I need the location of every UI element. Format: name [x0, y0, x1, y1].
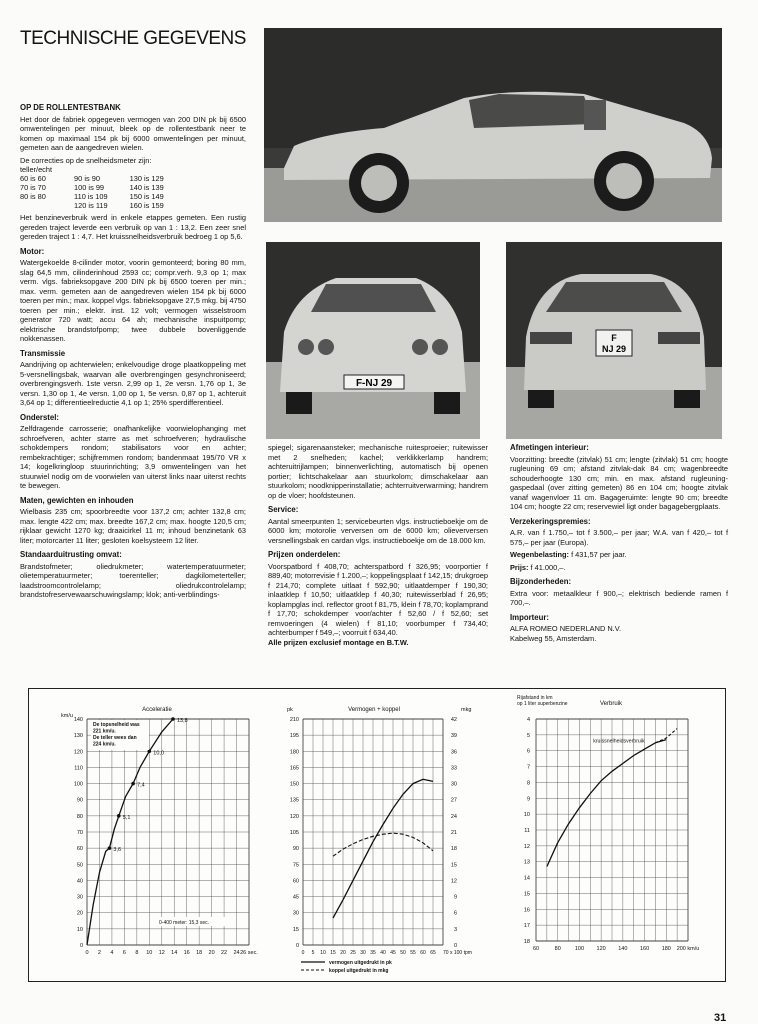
paragraph-fuel: Het benzineverbruik werd in enkele etappes gemeten. Een rustig gereden traject leverde een verbruik op van 1 : 13,2. Een zeer snel gereden traject 1 : 4,7. Het kruissnelheidsverbruik bedroeg 1 op 5,6. [20, 213, 246, 241]
importeur-address: Kabelweg 55, Amsterdam. [510, 633, 597, 643]
acceleration-y-tick-label: 130 [73, 733, 83, 740]
torque-y-tick-label: 30 [450, 781, 457, 788]
power-y-tick-label: 0 [295, 943, 299, 949]
torque-y-tick-label: 24 [450, 813, 457, 820]
table-cell: 120 is 119 [74, 201, 108, 210]
consumption-curve [547, 740, 666, 867]
acceleration-y-axis-label: km/u [61, 713, 73, 719]
torque-y-tick-label: 3 [453, 926, 457, 933]
power-torque-x-tick-label: 60 [420, 950, 426, 956]
power-y-tick-label: 120 [289, 813, 299, 820]
text-column-left [20, 98, 246, 603]
car-side-photo [264, 28, 722, 222]
section-heading-transmissie: Transmissie [20, 348, 66, 358]
power-y-tick-label: 105 [289, 830, 299, 836]
torque-y-tick-label: 36 [450, 749, 457, 756]
power-torque-x-tick-label: 35 [370, 950, 376, 956]
acceleration-x-tick-label: 16 [183, 950, 190, 956]
speedometer-correction-table [20, 165, 186, 210]
torque-y-tick-label: 9 [453, 894, 457, 901]
consumption-y-tick-label: 18 [523, 939, 530, 945]
table-cell: 140 is 139 [129, 183, 164, 192]
acceleration-x-tick-label: 26 sec. [240, 950, 258, 956]
section-heading-maten: Maten, gewichten en inhouden [20, 495, 134, 505]
power-torque-x-tick-label: 70 x 100 tpm [443, 950, 472, 956]
consumption-y-tick-label: 7 [526, 764, 530, 771]
acceleration-y-tick-label: 70 [76, 830, 83, 836]
consumption-x-tick-label: 60 [532, 946, 540, 952]
acceleration-data-point [117, 814, 121, 818]
paragraph-bijzonderheden: Extra voor: metaalkleur f 900,–; elektrisch bediende ramen f 700,–. [510, 588, 728, 607]
section-heading-rollentestbank: OP DE ROLLENTESTBANK [20, 103, 121, 112]
acceleration-point-label: 7,4 [137, 782, 145, 789]
acceleration-y-tick-label: 100 [73, 781, 83, 788]
consumption-x-tick-label: 160 [639, 946, 650, 952]
consumption-y-tick-label: 15 [523, 891, 530, 898]
car-front-photo [266, 242, 480, 439]
section-heading-service: Service: [268, 505, 299, 514]
acceleration-x-tick-label: 4 [110, 950, 114, 956]
acceleration-x-tick-label: 20 [208, 950, 215, 956]
table-cell: 90 is 90 [74, 174, 100, 183]
consumption-x-tick-label: 180 [661, 946, 671, 952]
acceleration-note: 0-400 meter: 15,3 sec. [159, 920, 210, 926]
charts-svg [29, 689, 725, 981]
power-torque-x-tick-label: 55 [410, 950, 416, 956]
power-y-tick-label: 30 [292, 910, 299, 917]
power-torque-chart-title: Vermogen + koppel [348, 707, 400, 713]
torque-y-tick-label: 21 [450, 830, 457, 836]
consumption-y-tick-label: 13 [523, 859, 530, 866]
paragraph-verzekering: A.R. van f 1.750,– tot f 3.500,– per jaar; W.A. van f 420,– tot f 575,– per jaar (Europa). [510, 528, 728, 547]
acceleration-x-tick-label: 0 [85, 950, 89, 956]
consumption-x-tick-label: 80 [554, 946, 561, 952]
power-y-tick-label: 45 [292, 894, 299, 901]
consumption-y-tick-label: 12 [523, 843, 530, 850]
torque-y-tick-label: 39 [450, 733, 457, 740]
section-heading-motor: Motor: [20, 246, 45, 256]
table-row [20, 165, 186, 174]
front-license-plate: F-NJ 29 [355, 378, 393, 389]
power-torque-x-tick-label: 30 [360, 950, 366, 956]
power-torque-x-tick-label: 45 [390, 950, 396, 956]
section-heading-verzekering: Verzekeringspremies: [510, 516, 591, 526]
paragraph-maten: Wielbasis 235 cm; spoorbreedte voor 137,2 cm; achter 132,8 cm; max. lengte 422 cm; max. breedte 167,2 cm; max. hoogte 120,5 cm; rijklaar gewicht 1270 kg; draaicirkel 11 m; inhoud benzinetank 63 liter; motorcarter 11 liter; gesloten koelsysteem 12 liter. [20, 507, 246, 545]
consumption-x-tick-label: 100 [574, 946, 585, 952]
table-cell: teller/echt [20, 165, 53, 174]
table-cell [20, 201, 74, 210]
paragraph-corrections-intro: De correcties op de snelheidsmeter zijn: [20, 155, 152, 165]
car-rear-photo [506, 242, 722, 439]
section-heading-bijzonderheden: Bijzonderheden: [510, 577, 572, 586]
torque-y-tick-label: 27 [450, 797, 457, 804]
power-torque-x-tick-label: 20 [340, 950, 346, 956]
consumption-x-tick-label: 140 [618, 946, 628, 952]
acceleration-x-tick-label: 22 [221, 950, 228, 956]
acceleration-data-point [131, 782, 135, 786]
consumption-y-axis-label-line1: Rijafstand in km [517, 695, 553, 701]
consumption-chart-title: Verbruik [599, 701, 623, 707]
prijs-line [510, 563, 728, 573]
consumption-y-axis-label-line2: op 1 liter superbenzine [517, 701, 568, 707]
acceleration-x-tick-label: 10 [146, 950, 153, 956]
torque-legend-label: koppel uitgedrukt in mkg [329, 968, 389, 974]
acceleration-x-tick-label: 2 [97, 950, 101, 956]
torque-y-tick-label: 6 [453, 910, 457, 917]
section-heading-afmetingen: Afmetingen interieur: [510, 443, 589, 452]
acceleration-data-point [171, 717, 175, 721]
prijs-value: f 41.000,–. [530, 562, 566, 572]
torque-y-tick-label: 0 [453, 943, 457, 949]
acceleration-y-tick-label: 110 [74, 765, 83, 772]
acceleration-y-tick-label: 120 [73, 749, 83, 756]
power-torque-x-tick-label: 10 [320, 950, 326, 956]
table-row [20, 201, 186, 210]
paragraph-afmetingen: Voorzitting: breedte (zitvlak) 51 cm; lengte (zitvlak) 51 cm; hoogte rugleuning 69 cm; afstand zitvlak-dak 84 cm; wagenbreedte schouderhoogte 130 cm; min. en max. afstand rugleuning-gaspedaal (over zitting gemeten) 86 en 104 cm; hoogte zitvlak vanaf wagenvloer 11 cm. Bagageruimte: lengte 90 cm; breedte 104 cm; hoogte 22 cm; reservewiel ligt onder bagagebergplaats. [510, 454, 728, 511]
note-btw: Alle prijzen exclusief montage en B.T.W. [268, 637, 409, 647]
table-row [20, 192, 186, 201]
power-y-tick-label: 180 [289, 749, 299, 756]
prijs-label: Prijs: [510, 562, 529, 572]
page-title: TECHNISCHE GEGEVENS [20, 28, 246, 49]
acceleration-y-tick-label: 10 [76, 926, 83, 933]
acceleration-annotation-text: De teller wees dan [93, 735, 137, 741]
table-row [20, 183, 186, 192]
power-y-tick-label: 165 [289, 765, 299, 772]
power-y-tick-label: 195 [289, 733, 299, 740]
rear-license-plate-line1: F [611, 333, 617, 343]
acceleration-y-tick-label: 60 [76, 846, 83, 853]
consumption-y-tick-label: 6 [526, 748, 530, 755]
torque-y-tick-label: 33 [450, 765, 457, 772]
consumption-y-tick-label: 10 [523, 812, 530, 819]
acceleration-x-tick-label: 6 [122, 950, 126, 956]
power-torque-left-axis-label: pk [287, 707, 293, 713]
charts-panel [28, 688, 726, 982]
acceleration-y-tick-label: 20 [76, 910, 83, 917]
power-y-tick-label: 135 [289, 797, 299, 804]
section-heading-onderstel: Onderstel: [20, 412, 59, 422]
acceleration-x-tick-label: 18 [196, 950, 203, 956]
paragraph-prijzen-onderdelen: Voorspatbord f 408,70; achterspatbord f 326,95; voorportier f 889,40; motorrevisie f 1.200,–; koppelingsplaat f 142,15; drukgroep f 214,70; complete uitlaat f 592,90; uitlaatdemper f 190,30; inlaatklep f 10,50; uitlaatklep f 40,30; ruitewisserblad f 26,95; koplampglas incl. reflector groot f 81,75, klein f 78,70; koplamprand f 17,70; schokdemper voor/achter f 52,60 / f 52,60; set remvoeringen (4 wielen) f 81,10; voorbumper f 734,40; achterbumper f 549,–; voorruit f 634,40. [268, 561, 488, 637]
acceleration-point-label: 3,6 [113, 847, 122, 854]
consumption-x-tick-label: 120 [596, 946, 606, 952]
consumption-annotation: kruissnelheidsverbruik [593, 738, 645, 745]
paragraph-service: Aantal smeerpunten 1; servicebeurten vlgs. instructieboekje om de 6000 km; motorolie verversen om de 6000 km; olieverversen versnellingsbak en cardan vlgs. instructieboekje om de 18.000 km. [268, 516, 488, 545]
page-number: 31 [714, 1012, 727, 1024]
acceleration-y-tick-label: 30 [76, 894, 83, 901]
power-legend-label: vermogen uitgedrukt in pk [329, 960, 392, 966]
consumption-y-tick-label: 9 [526, 796, 530, 803]
acceleration-annotation-text: De topsnelheid was [93, 722, 140, 728]
table-cell: 160 is 159 [129, 201, 164, 210]
power-torque-right-axis-label: mkg [461, 707, 472, 713]
acceleration-x-tick-label: 12 [158, 950, 165, 956]
section-heading-standaarduitrusting: Standaarduitrusting omvat: [20, 550, 122, 559]
power-y-tick-label: 90 [292, 846, 299, 853]
paragraph-motor: Watergekoelde 8-cilinder motor, voorin gemonteerd; boring 80 mm, slag 64,5 mm, cilinderinhoud 2593 cc; compr.verh. 9,3 op 1; max verm. vlgs. fabrieksopgave 200 DIN pk bij 6500 toeren per min.; max. verm. gemeten aan de aangedreven wielen 154 pk bij 6000 toeren per min.; max. koppel vlgs. fabrieksopgave 27,5 mkg. bij 4750 toeren per min.; elektr. inst. 12 volt; vermogen wisselstroom generator 720 watt; accu 64 ah; mechanische inspuitpomp; elektrische brandstofpomp; twee dubbele bovenliggende nokkenassen. [20, 258, 246, 343]
power-torque-x-tick-label: 5 [311, 950, 315, 956]
consumption-x-tick-label: 200 km/u [676, 946, 700, 952]
acceleration-point-label: 10,0 [153, 750, 165, 757]
section-heading-prijzen-onderdelen: Prijzen onderdelen: [268, 550, 341, 559]
table-row [20, 174, 186, 183]
acceleration-y-tick-label: 90 [76, 797, 83, 804]
power-y-tick-label: 60 [292, 878, 299, 885]
acceleration-x-tick-label: 14 [171, 950, 178, 956]
torque-y-tick-label: 15 [450, 862, 457, 869]
consumption-y-tick-label: 4 [526, 717, 530, 723]
table-cell: 110 is 109 [74, 192, 108, 201]
power-y-tick-label: 75 [292, 862, 299, 869]
rear-license-plate-line2: NJ 29 [601, 344, 627, 354]
table-cell: 130 is 129 [129, 174, 164, 183]
consumption-y-tick-label: 16 [523, 907, 530, 914]
paragraph-standaarduitrusting: Brandstofmeter; oliedrukmeter; watertemperatuurmeter; olietemperatuurmeter; toerenteller; dagkilometerteller; laadstroomcontrolelamp; oliedrukcontrolelamp; brandstofreservewaarschuwingslamp; klok; anti-verblindings- [20, 561, 246, 599]
acceleration-y-tick-label: 80 [76, 813, 83, 820]
power-torque-x-tick-label: 40 [380, 950, 386, 956]
torque-y-tick-label: 18 [450, 846, 457, 853]
torque-y-tick-label: 42 [450, 717, 457, 723]
acceleration-chart-title: Acceleratie [142, 707, 172, 713]
power-torque-x-tick-label: 15 [330, 950, 336, 956]
acceleration-annotation-text: 221 km/u. [93, 728, 116, 735]
acceleration-y-tick-label: 140 [73, 717, 83, 723]
acceleration-point-label: 13,8 [176, 718, 188, 724]
paragraph-equipment-continued: spiegel; sigarenaansteker; mechanische ruitesproeier; ruitewisser met 2 snelheden; kachel; verklikkerlamp handrem; achteruitrijlampen; binnenverlichting, automatisch bij openen portier; lichtschakelaar aan stuurkolom; dimschakelaar aan stuurkolom; noodknipperinstallatie; achterruitverwarming; handrem op de vloer; hoofdsteunen. [268, 443, 488, 500]
power-torque-x-tick-label: 65 [430, 950, 436, 956]
text-column-right [510, 443, 728, 646]
acceleration-y-tick-label: 50 [76, 862, 83, 869]
text-column-middle [268, 443, 488, 650]
power-y-tick-label: 210 [289, 717, 299, 723]
wegenbelasting-line [510, 550, 728, 560]
consumption-y-tick-label: 17 [523, 923, 530, 930]
paragraph-rollentestbank: Het door de fabriek opgegeven vermogen van 200 DIN pk bij 6500 omwentelingen per minuut, bleek op de rollentestbank neer te komen op maximaal 154 pk bij 6000 omwentelingen per minuut, gemeten aan de aangedreven wielen. [20, 114, 246, 152]
torque-y-tick-label: 12 [450, 878, 457, 885]
acceleration-y-tick-label: 40 [76, 878, 83, 885]
wegenbelasting-value: f 431,57 per jaar. [571, 550, 627, 559]
paragraph-onderstel: Zelfdragende carrosserie; onafhankelijke voorwielophanging met schroefveren, achter starre as met schroefveren; hydraulische schokdempers rondom; stabilisators voor en achter; rembekrachtiger; schijfremmen rondom; bandenmaat 195/70 VR x 14; kogelkringloop stuurinrichting; 3,9 omwentelingen van het stuurwiel nodig om de voorwielen van uiterst links naar uiterst rechts te bewegen. [20, 424, 246, 490]
consumption-y-tick-label: 11 [524, 828, 530, 834]
acceleration-x-tick-label: 24 [233, 950, 240, 956]
table-cell: 100 is 99 [74, 183, 105, 192]
power-torque-x-tick-label: 0 [301, 950, 305, 956]
acceleration-y-tick-label: 0 [79, 943, 83, 949]
table-cell: 150 is 149 [129, 192, 164, 201]
acceleration-data-point [108, 846, 112, 850]
table-cell: 70 is 70 [20, 183, 46, 192]
acceleration-point-label: 5,1 [122, 814, 131, 821]
acceleration-annotation-text: 224 km/u. [93, 741, 116, 748]
power-torque-x-tick-label: 50 [400, 950, 406, 956]
acceleration-data-point [148, 749, 152, 753]
power-torque-x-tick-label: 25 [350, 950, 356, 956]
power-y-tick-label: 150 [289, 781, 299, 788]
power-y-tick-label: 15 [292, 926, 299, 933]
wegenbelasting-label: Wegenbelasting: [510, 550, 569, 559]
section-heading-importeur: Importeur: [510, 612, 549, 622]
table-cell: 60 is 60 [20, 174, 46, 183]
consumption-y-tick-label: 5 [526, 732, 530, 739]
paragraph-transmissie: Aandrijving op achterwielen; enkelvoudige droge plaatkoppeling met 5-versnellingsbak, waarvan alle overbrengingen gesynchroniseerd; overbrengingsverh. 1ste versn. 2,99 op 1, 2e versn. 1,76 op 1, 3e versn. 1,30 op 1, 4e versn. 1,00 op 1, 5e versn. 0,87 op 1, achteruit 3,64 op 1; differentieelreductie 4,1 op 1; 25% sperdifferentieel. [20, 360, 246, 407]
table-cell: 80 is 80 [20, 192, 46, 201]
consumption-y-tick-label: 14 [523, 875, 530, 882]
consumption-y-tick-label: 8 [526, 780, 530, 787]
importeur-name: ALFA ROMEO NEDERLAND N.V. [510, 624, 622, 633]
acceleration-x-tick-label: 8 [135, 950, 139, 956]
